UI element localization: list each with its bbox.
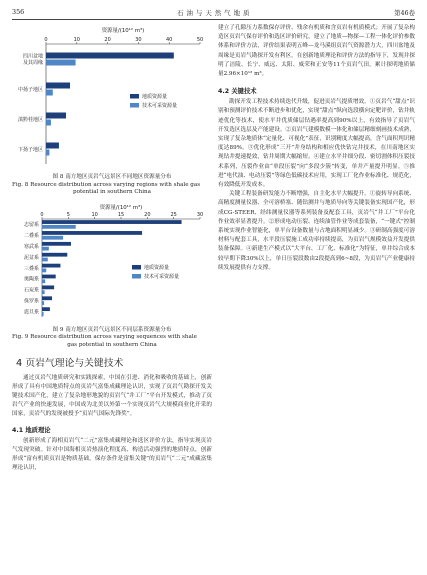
bar-地质资源量 [42, 285, 54, 289]
x-tick-label-30: 30 [135, 37, 142, 43]
category-label: 四川盆地 [22, 53, 43, 60]
bar-技术可采资源量 [42, 301, 44, 305]
bar-技术可采资源量 [46, 150, 49, 156]
x-tick-label-20: 20 [104, 37, 111, 43]
legend-swatch [130, 94, 139, 99]
legend-swatch [132, 274, 141, 279]
figure-9-caption-en-1: Fig. 9 Resource distribution across varying sequences with shale [12, 334, 197, 341]
category-label: 志留系 [23, 222, 39, 229]
category-label: 泥盆系 [23, 254, 39, 261]
category-label: 滇黔桂地区 [17, 116, 43, 123]
figure-8-caption-en-2: potential in southern China [73, 189, 151, 196]
bar-地质资源量 [42, 220, 182, 224]
right-continued-paragraph: 建立了孔隙压力系数保存评价、残余有机质和含页岩有机质模式；开展了复杂构造区页岩气保存评价和选区评价研究，建立了地质—物探—工程一体化评价参数体系和评价方法，评价结果表明五峰—龙马溪组页岩气资源潜力大，四川盆地及周缘是页岩气勘探开发有利区。在创新地质理论和评价方法的指导下，发现并探明了涪陵、长宁、威远、太阳、威荣和正安等11个页岩气田，累计探明地质储量2.96×10¹² m³。 [218, 25, 415, 78]
bar-地质资源量 [42, 263, 60, 267]
figure-9-chart [12, 203, 212, 321]
category-label: 二叠系 [23, 232, 39, 239]
section-4-1-body: 创新形成了海相页岩气“二元”富集成藏理论和选区评价方法，指导实现页岩气发现突破。针对中国海相页岩热演化程度高、构造活动强烈的地质特点，创新形成“富有机质页岩是物质基础，保存条件是富集关键”的页岩气“二元”成藏富集理论认识， [12, 437, 212, 472]
page-number: 356 [12, 8, 25, 16]
bar-技术可采资源量 [42, 225, 76, 229]
category-label: 中扬子地区 [17, 86, 43, 93]
x-axis-title: 资源量/(10¹² m³) [101, 28, 145, 34]
legend-label: 技术可采资源量 [142, 103, 178, 109]
bar-地质资源量 [42, 231, 142, 235]
bar-地质资源量 [46, 143, 59, 149]
section-4-2-paragraph-2: 关键工程装备研发能力不断增强，自主化水平大幅提升。①旋转导向系统、高精度测量仪器、全可溶桥塞、随钻测井与地质导向等关键装备实现国产化，形成CG-STEER、经纬测量仪器等系列装备及配套工具，页岩气“井工厂”平台化作业效率显著提升。②形成电动压裂、连续油管作业等成套装备，“一键式”控制系统实现作业智能化，单平台设备数量与占地面积明显减少。③研制高强度可溶材料与配套工具，水平段压裂施工成功率持续提高，为页岩气规模效益开发提供装备保障。④新建生产模式以“大平台、工厂化、标准化”为特征，单井综合成本较早期下降30%以上，单日压裂段数由2段提高到6~8段，为页岩气产业健康持续发展提供有力支撑。 [218, 191, 415, 271]
bar-技术可采资源量 [46, 120, 51, 126]
section-4-1-heading: 4.1 地质理论 [12, 426, 51, 434]
figure-8-caption-zh: 图 8 南方地区页岩气远景区不同地区资源量分布 [52, 174, 172, 180]
bar-地质资源量 [42, 307, 50, 311]
x-tick-label-40: 40 [166, 37, 173, 43]
bar-地质资源量 [42, 274, 56, 278]
x-tick-label-30: 30 [196, 211, 204, 218]
legend-label: 地质资源量 [142, 94, 168, 100]
category-label: 震旦系 [23, 309, 39, 316]
x-tick-label-15: 15 [117, 211, 125, 218]
category-label: 侏罗系 [23, 298, 39, 305]
legend-swatch [132, 265, 141, 270]
category-label: 三叠系 [23, 265, 39, 272]
bar-技术可采资源量 [46, 90, 53, 96]
figure-8-chart [12, 24, 212, 168]
bar-地质资源量 [42, 253, 67, 257]
x-tick-label-5: 5 [66, 211, 70, 218]
bar-技术可采资源量 [42, 290, 45, 294]
legend-label: 技术可采资源量 [144, 273, 180, 280]
x-tick-label-10: 10 [91, 211, 98, 218]
x-tick-label-25: 25 [170, 211, 177, 218]
bar-技术可采资源量 [42, 236, 63, 240]
category-label: 及其周缘 [22, 60, 43, 67]
x-tick-label-20: 20 [144, 211, 151, 218]
category-label: 奥陶系 [23, 276, 39, 283]
figure-8-caption [12, 174, 212, 197]
bar-地质资源量 [46, 113, 66, 119]
category-label: 石炭系 [23, 287, 39, 294]
x-tick-label-50: 50 [196, 37, 204, 43]
section-4-heading: 4 页岩气理论与关键技术 [16, 357, 124, 369]
x-tick-label-0: 0 [44, 37, 48, 43]
left-column [12, 24, 212, 473]
figure-9-caption-zh: 图 9 南方地区页岩气远景区不同层系资源量分布 [52, 326, 172, 333]
bar-技术可采资源量 [42, 312, 44, 316]
bar-技术可采资源量 [42, 279, 45, 283]
bar-技术可采资源量 [42, 247, 49, 251]
journal-title: 石 油 与 天 然 气 地 质 [177, 9, 250, 17]
header-rule [12, 19, 415, 20]
section-4-2-heading: 4.2 关键技术 [218, 88, 257, 96]
x-axis-title: 资源量/(10¹² m³) [99, 204, 143, 211]
section-4-2-paragraph-1: 勘探开发工程技术持续迭代升级，促进页岩气提质增效。①页岩气“甜点”识别和预测评价技术不断进步和优化，实现“甜点”纵向选段横向定靶评价，钻井轨迹优化等技术，使水平井优质储层钻遇率提高到90%以上，有效指导了页岩气开发选区选层及产能建设。②页岩气建模数模一体化和储层精细刻画技术成熟，实现了复杂地质体“定量化、可视化”表征，识别精度大幅提高，含气面积判识精度达89%。③优化形成“三开”井身结构和相应优快钻完井技术，在川南地区实现钻井提速提效，钻井周期大幅缩短。④建立水平井细分段、密切割体积压裂技术系列，压裂作业由“单段压裂”向“多段少簇”转变，单井产量提升明显。⑤推进“电代油、电动压裂”等绿色低碳技术应用，实现工厂化作业标准化、规范化，有效降低开发成本。 [218, 99, 415, 189]
bar-技术可采资源量 [42, 268, 46, 272]
figure-9-caption [12, 327, 212, 350]
bar-地质资源量 [42, 296, 52, 300]
bar-地质资源量 [46, 83, 70, 89]
figure-9-caption-en-2: gas potential in southern China [67, 341, 157, 348]
running-header [12, 6, 415, 20]
bar-地质资源量 [42, 242, 71, 246]
category-label: 寒武系 [23, 243, 39, 250]
legend-swatch [130, 103, 139, 108]
volume-number: 第46卷 [394, 9, 415, 17]
x-tick-label-0: 0 [40, 211, 44, 218]
right-column [218, 24, 415, 273]
figure-8-caption-en-1: Fig. 8 Resource distribution across varying regions with shale gas [12, 181, 201, 188]
bar-技术可采资源量 [46, 60, 76, 66]
legend-label: 地质资源量 [144, 264, 170, 271]
x-tick-label-10: 10 [73, 37, 80, 43]
bar-技术可采资源量 [42, 257, 48, 261]
category-label: 下扬子地区 [17, 146, 43, 153]
section-4-intro: 通过页岩气地质研究和实践探索，中国在引进、消化和吸收的基础上，创新形成了具有中国地质特点的页岩气富集成藏理论认识，实现了页岩气勘探开发关键技术国产化，建立了复杂地形地貌的页岩气“井工厂”平台开发模式，推动了页岩气产业的快速发展，中国成为北美以外第一个实现页岩气大规模商业化开采的国家，页岩气的发现被授予“页岩气国际先锋奖”。 [12, 374, 212, 418]
bar-地质资源量 [46, 53, 174, 59]
